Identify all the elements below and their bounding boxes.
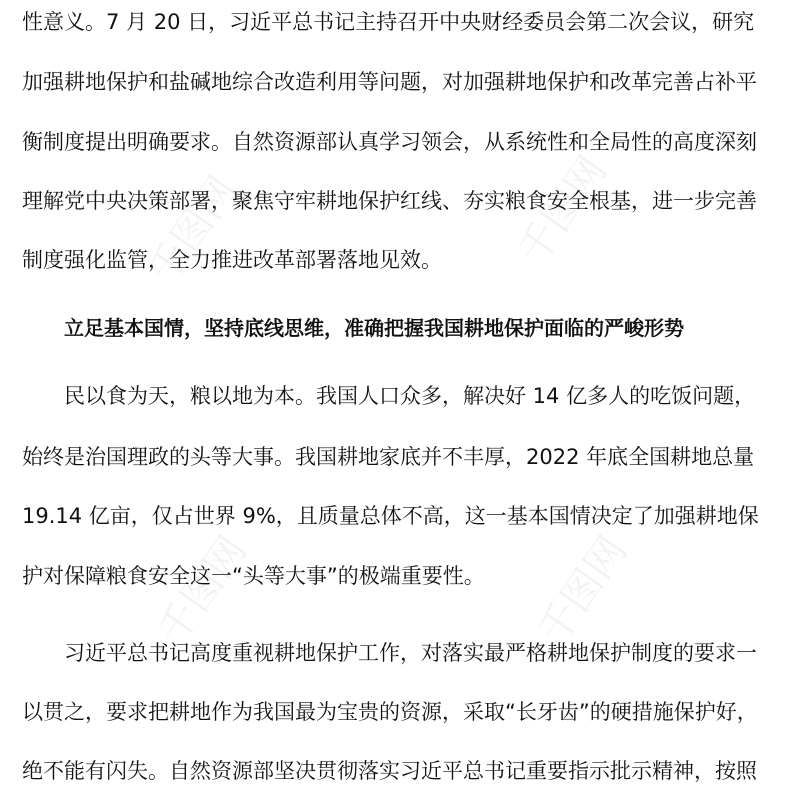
watermark: 千图网 bbox=[509, 148, 617, 273]
section-heading: 立足基本国情，坚持底线思维，准确把握我国耕地保护面临的严峻形势 bbox=[64, 316, 684, 340]
paragraph-2-line: 19.14 亿亩，仅占世界 9%，且质量总体不高，这一基本国情决定了加强耕地保 bbox=[22, 504, 759, 528]
paragraph-1-line: 制度强化监管，全力推进改革部署落地见效。 bbox=[22, 248, 442, 272]
paragraph-3-line: 绝不能有闪失。自然资源部坚决贯彻落实习近平总书记重要指示批示精神，按照 bbox=[22, 759, 757, 783]
paragraph-1-line: 性意义。7 月 20 日，习近平总书记主持召开中央财经委员会第二次会议，研究 bbox=[22, 10, 755, 34]
paragraph-1-line: 衡制度提出明确要求。自然资源部认真学习领会，从系统性和全局性的高度深刻 bbox=[22, 130, 757, 154]
paragraph-3-line: 习近平总书记高度重视耕地保护工作，对落实最严格耕地保护制度的要求一 bbox=[64, 641, 757, 665]
watermark: 千图网 bbox=[529, 528, 637, 653]
paragraph-1-line: 加强耕地保护和盐碱地综合改造利用等问题，对加强耕地保护和改革完善占补平 bbox=[22, 70, 757, 94]
paragraph-2-line: 始终是治国理政的头等大事。我国耕地家底并不丰厚，2022 年底全国耕地总量 bbox=[22, 445, 755, 469]
paragraph-2-line: 民以食为天，粮以地为本。我国人口众多，解决好 14 亿多人的吃饭问题， bbox=[64, 384, 756, 408]
paragraph-3-line: 以贯之，要求把耕地作为我国最为宝贵的资源，采取“长牙齿”的硬措施保护好， bbox=[22, 700, 758, 724]
watermark: 千图网 bbox=[139, 168, 247, 293]
watermark: 千图网 bbox=[149, 528, 257, 653]
paragraph-2-line: 护对保障粮食安全这一“头等大事”的极端重要性。 bbox=[22, 564, 485, 588]
paragraph-1-line: 理解党中央决策部署，聚焦守牢耕地保护红线、夯实粮食安全根基，进一步完善 bbox=[22, 189, 757, 213]
